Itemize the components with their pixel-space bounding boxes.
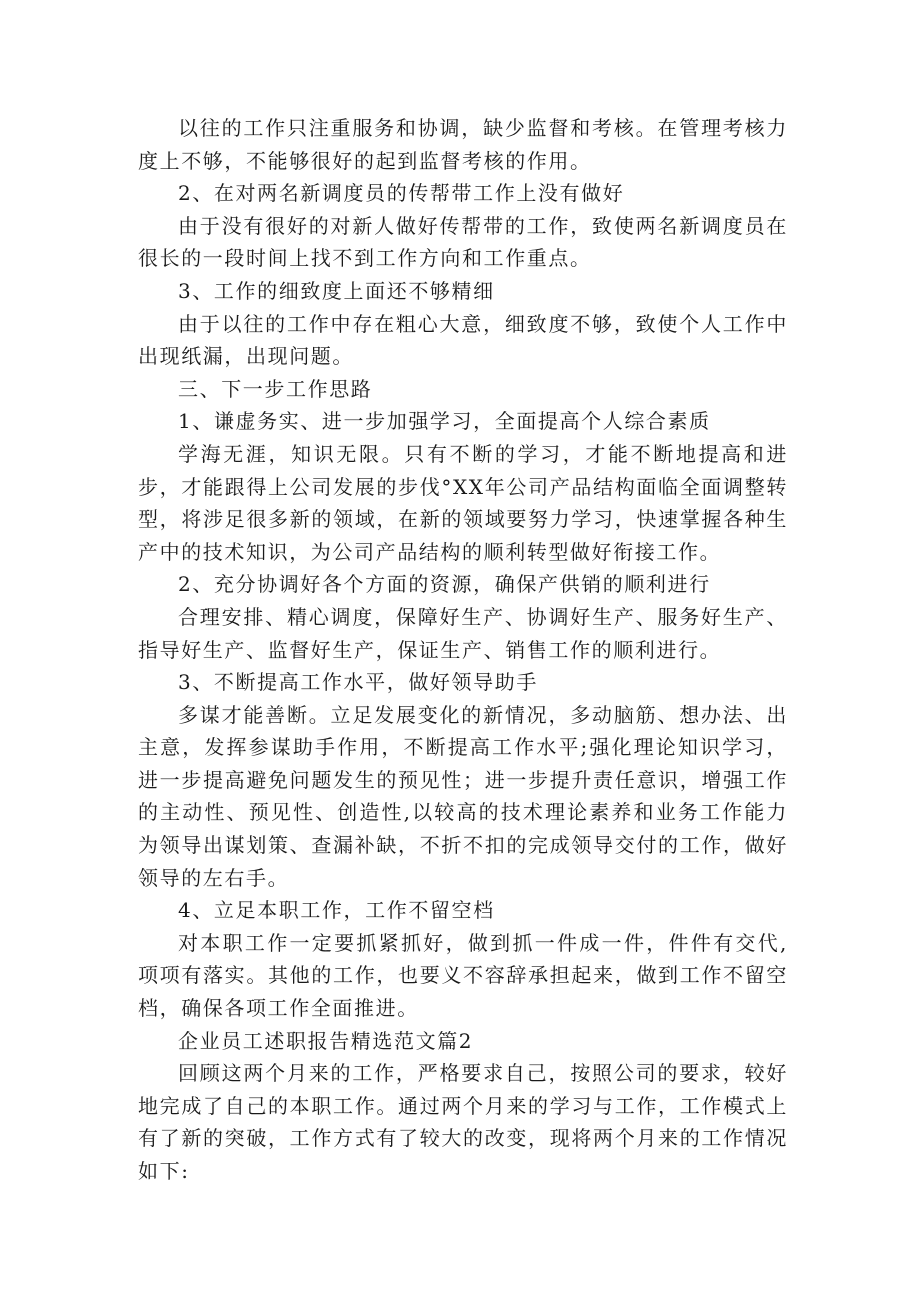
paragraph: 回顾这两个月来的工作，严格要求自己，按照公司的要求，较好地完成了自己的本职工作。通过两个月来的学习与工作，工作模式上有了新的突破，工作方式有了较大的改变，现将两个月来的工作情况如下: [138, 1061, 788, 1183]
document-body [138, 112, 788, 1188]
paragraph: 以往的工作只注重服务和协调，缺少监督和考核。在管理考核力度上不够，不能够很好的起到监督考核的作用。 [138, 116, 788, 173]
section-heading: 2、充分协调好各个方面的资源，确保产供销的顺利进行 [178, 572, 711, 597]
section-heading: 1、谦虚务实、进一步加强学习，全面提高个人综合素质 [178, 409, 711, 434]
article-title: 企业员工述职报告精选范文篇2 [178, 1028, 474, 1053]
paragraph: 学海无涯，知识无限。只有不断的学习，才能不断地提高和进步，才能跟得上公司发展的步伐°XX年公司产品结构面临全面调整转型，将涉足很多新的领域，在新的领域要努力学习，快速掌握各种生产中的技术知识，为公司产品结构的顺利转型做好衔接工作。 [138, 441, 788, 564]
paragraph: 由于没有很好的对新人做好传帮带的工作，致使两名新调度员在很长的一段时间上找不到工作方向和工作重点。 [138, 213, 788, 271]
section-heading: 2、在对两名新调度员的传帮带工作上没有做好 [178, 181, 625, 206]
section-heading: 3、不断提高工作水平，做好领导助手 [178, 670, 538, 695]
section-heading: 3、工作的细致度上面还不够精细 [178, 278, 495, 303]
paragraph: 由于以往的工作中存在粗心大意，细致度不够，致使个人工作中出现纸漏，出现问题。 [138, 311, 788, 369]
chapter-heading: 三、下一步工作思路 [178, 376, 373, 401]
section-heading: 4、立足本职工作，工作不留空档 [178, 898, 495, 923]
paragraph: 合理安排、精心调度，保障好生产、协调好生产、服务好生产、指导好生产、监督好生产，保证生产、销售工作的顺利进行。 [138, 604, 788, 662]
paragraph: 多谋才能善断。立足发展变化的新情况，多动脑筋、想办法、出主意，发挥参谋助手作用，不断提高工作水平;强化理论知识学习，进一步提高避免问题发生的预见性；进一步提升责任意识，增强工作的主动性、预见性、创造性,以较高的技术理论素养和业务工作能力为领导出谋划策、查漏补缺，不折不扣的完成领导交付的工作，做好领导的左右手。 [138, 702, 788, 890]
paragraph: 对本职工作一定要抓紧抓好，做到抓一件成一件，件件有交代,项项有落实。其他的工作，也要义不容辞承担起来，做到工作不留空档，确保各项工作全面推进。 [138, 930, 788, 1021]
